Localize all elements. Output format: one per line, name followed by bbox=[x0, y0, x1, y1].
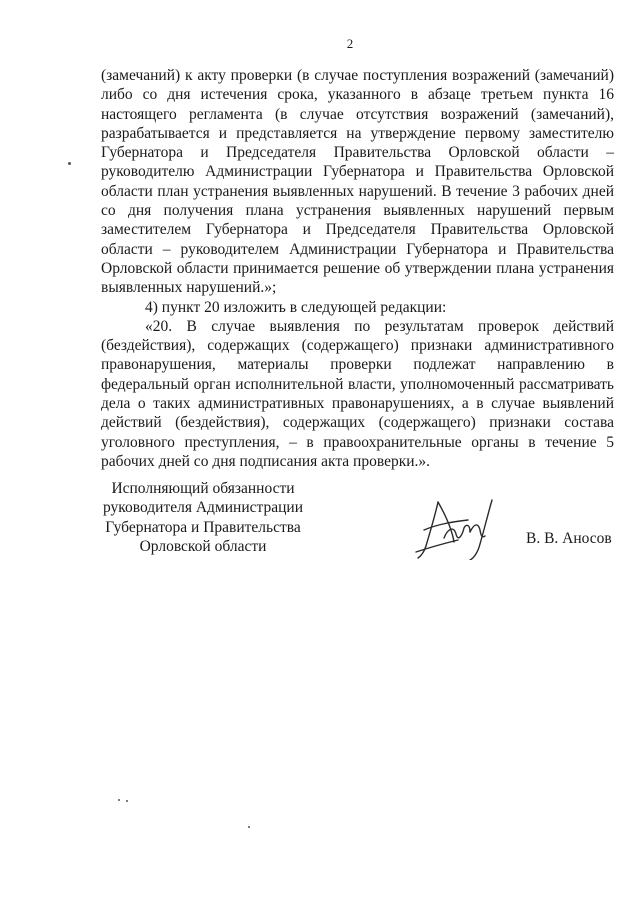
scan-speck bbox=[248, 826, 250, 828]
signer-title-line: руководителя Администрации bbox=[102, 499, 303, 517]
signer-title-line: Орловской области bbox=[139, 538, 267, 556]
scan-speck bbox=[118, 799, 120, 801]
scan-speck bbox=[126, 800, 128, 802]
signer-title bbox=[88, 479, 318, 557]
scan-speck bbox=[68, 162, 71, 165]
page-number: 2 bbox=[346, 36, 354, 51]
signer-title-line: Исполняющий обязанности bbox=[111, 480, 295, 497]
handwritten-signature bbox=[408, 494, 498, 560]
paragraph-plan-approval: (замечаний) к акту проверки (в случае поступления возражений (замечаний) либо со дня истечения срока, указанного в абзаце третьем пункта 16 настоящего регламента (в случае отсутствия возражений (замечаний), разрабатывается и представляется на утверждение первому заместителю Губернатора и Председателя Правительства Орловской области – руководителю Администрации Губернатора и Правительства Орловской области план устранения выявленных нарушений. В течение 3 рабочих дней со дня получения плана устранения выявленных нарушений первым заместителем Губернатора и Председателя Правительства Орловской области – руководителем Администрации Губернатора и Правительства Орловской области принимается решение об утверждении плана устранения выявленных нарушений.»; bbox=[101, 67, 614, 297]
paragraph-item-20: «20. В случае выявления по результатам проверок действий (бездействия), содержащих (содержащего) признаки административного правонарушения, материалы проверки подлежат направлению в федеральный орган исполнительной власти, уполномоченный рассматривать дела о таких административных правонарушениях, а в случае выявлений действий (бездействия), содержащих (содержащего) признаки состава уголовного преступления, – в правоохранительные органы в течение 5 рабочих дней со дня подписания акта проверки.». bbox=[101, 317, 614, 470]
signer-name: В. В. Аносов bbox=[526, 530, 612, 547]
paragraph-item-4: 4) пункт 20 изложить в следующей редакции: bbox=[145, 298, 447, 316]
document-body bbox=[101, 66, 614, 471]
signer-title-line: Губернатора и Правительства bbox=[105, 518, 301, 536]
